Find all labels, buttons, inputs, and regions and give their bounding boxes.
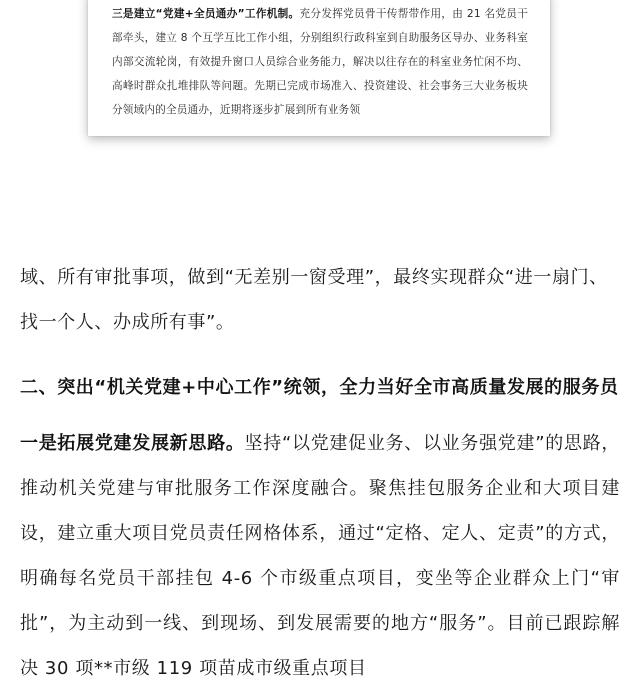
excerpt-body: 充分发挥党员骨干传帮带作用，由 21 名党员干部牵头，建立 8 个互学互比工作小组，分别组织行政科室到自助服务区导办、业务科室内部交流轮岗，有效提升窗口人员综合业务能力，解决以往存在的科室业务忙闲不均、高峰时群众扎堆排队等问题。先期已完成市场准入、投资建设、社会事务三大业务板块分领域内的全员通办，近期将逐步扩展到所有业务领 [112,8,528,116]
continuation-paragraph: 域、所有审批事项，做到“无差别一窗受理”，最终实现群众“进一扇门、找一个人、办成所有事”。 [20,267,608,333]
excerpt-lead: 三是建立“党建+全员通办”工作机制。 [112,8,300,20]
expand-paragraph [20,421,620,691]
excerpt-paragraph [112,2,528,122]
section-heading: 二、突出“机关党建+中心工作”统领，全力当好全市高质量发展的服务员 [20,377,619,398]
paragraph-lead: 一是拓展党建发展新思路。 [20,433,245,454]
excerpt-card [88,0,550,136]
paragraph-body: 坚持“以党建促业务、以业务强党建”的思路，推动机关党建与审批服务工作深度融合。聚焦挂包服务企业和大项目建设，建立重大项目党员责任网格体系，通过“定格、定人、定责”的方式，明确每名党员干部挂包 4-6 个市级重点项目，变坐等企业群众上门“审批”，为主动到一线、到现场、到发展需要的地方“服务”。目前已跟踪解决 30 项**市级 119 项苗成市级重点项目 [20,433,620,679]
